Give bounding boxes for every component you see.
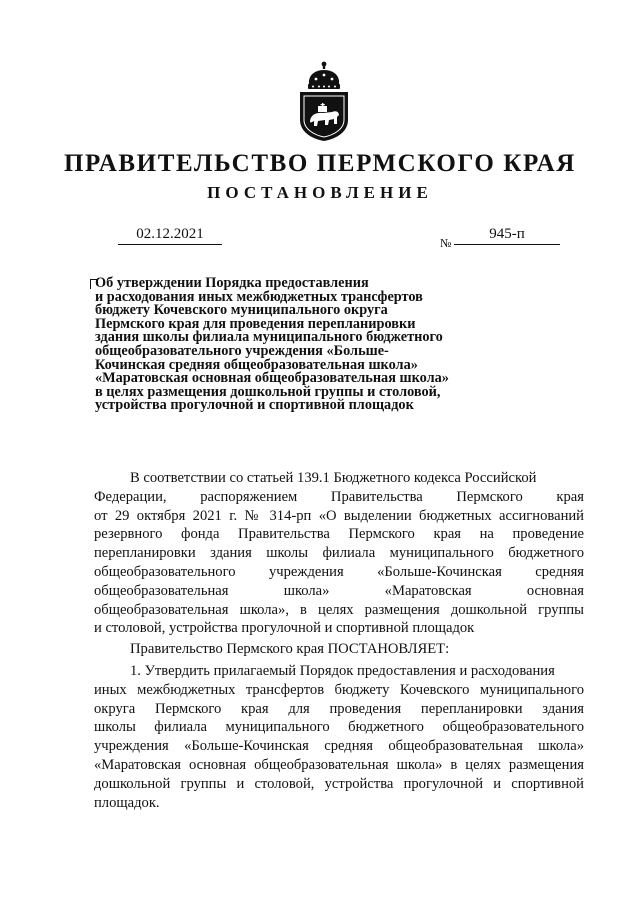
subject-line: здания школы филиала муниципального бюджетного [95, 329, 443, 346]
subject-line: общеобразовательного учреждения «Больше- [95, 342, 389, 359]
text-line: «Маратовская основная общеобразовательная школа» в целях размещения [94, 756, 584, 773]
text-line: резервного фонда Правительства Пермского края на проведение [94, 526, 584, 543]
text-line: от 29 октября 2021 г. № 314-рп «О выделении бюджетных ассигнований [94, 507, 584, 524]
subject-line: бюджету Кочевского муниципального округа [95, 302, 388, 319]
text-line: и столовой, устройства прогулочной и спортивной площадок [94, 620, 475, 637]
text-line: школы филиала муниципального бюджетного общеобразовательного [94, 719, 584, 736]
text-line: иных межбюджетных трансфертов бюджету Кочевского муниципального [94, 681, 584, 698]
document-kind: ПОСТАНОВЛЕНИЕ [207, 183, 433, 202]
text-line: площадок. [94, 794, 160, 811]
subject-line: Кочинская средняя общеобразовательная школа» [95, 356, 418, 373]
text-line: общеобразовательного учреждения «Больше-Кочинская средняя [94, 563, 584, 580]
text-line: 1. Утвердить прилагаемый Порядок предоставления и расходования [130, 663, 555, 679]
number-label: № [440, 236, 452, 250]
text-line: общеобразовательная школа», в целях размещения дошкольной группы [94, 601, 584, 618]
clause-1-paragraph [94, 662, 584, 812]
subject-line: Об утверждении Порядка предоставления [95, 275, 369, 291]
subject-line: устройства прогулочной и спортивной площадок [95, 397, 414, 414]
subject-line: в целях размещения дошкольной группы и столовой, [95, 383, 441, 400]
preamble-paragraph [94, 469, 584, 638]
text-line: перепланировки здания школы филиала муниципального бюджетного [94, 545, 584, 562]
subject-line: «Маратовская основная общеобразовательная школа» [95, 370, 449, 387]
document-date: 02.12.2021 [118, 226, 222, 245]
text-line: округа Пермского края для проведения перепланировки здания [94, 700, 584, 717]
document-subject [95, 277, 515, 413]
text-line: дошкольной группы и столовой, устройства прогулочной и спортивной [94, 775, 584, 792]
resolution-statement: Правительство Пермского края ПОСТАНОВЛЯЕТ: [130, 641, 450, 657]
subject-line: Пермского края для проведения перепланировки [95, 315, 416, 332]
text-line: учреждения «Больше-Кочинская средняя общеобразовательная школа» [94, 738, 584, 755]
text-line: Федерации, распоряжением Правительства Пермского края [94, 488, 584, 505]
document-number: 945-п [454, 226, 560, 245]
government-title: ПРАВИТЕЛЬСТВО ПЕРМСКОГО КРАЯ [64, 150, 576, 177]
subject-line: и расходования иных межбюджетных трансфертов [95, 288, 423, 305]
perm-krai-coat-of-arms-icon [296, 60, 352, 142]
text-line: общеобразовательная школа» «Маратовская основная [94, 582, 584, 599]
text-line: В соответствии со статьей 139.1 Бюджетного кодекса Российской [130, 470, 537, 486]
